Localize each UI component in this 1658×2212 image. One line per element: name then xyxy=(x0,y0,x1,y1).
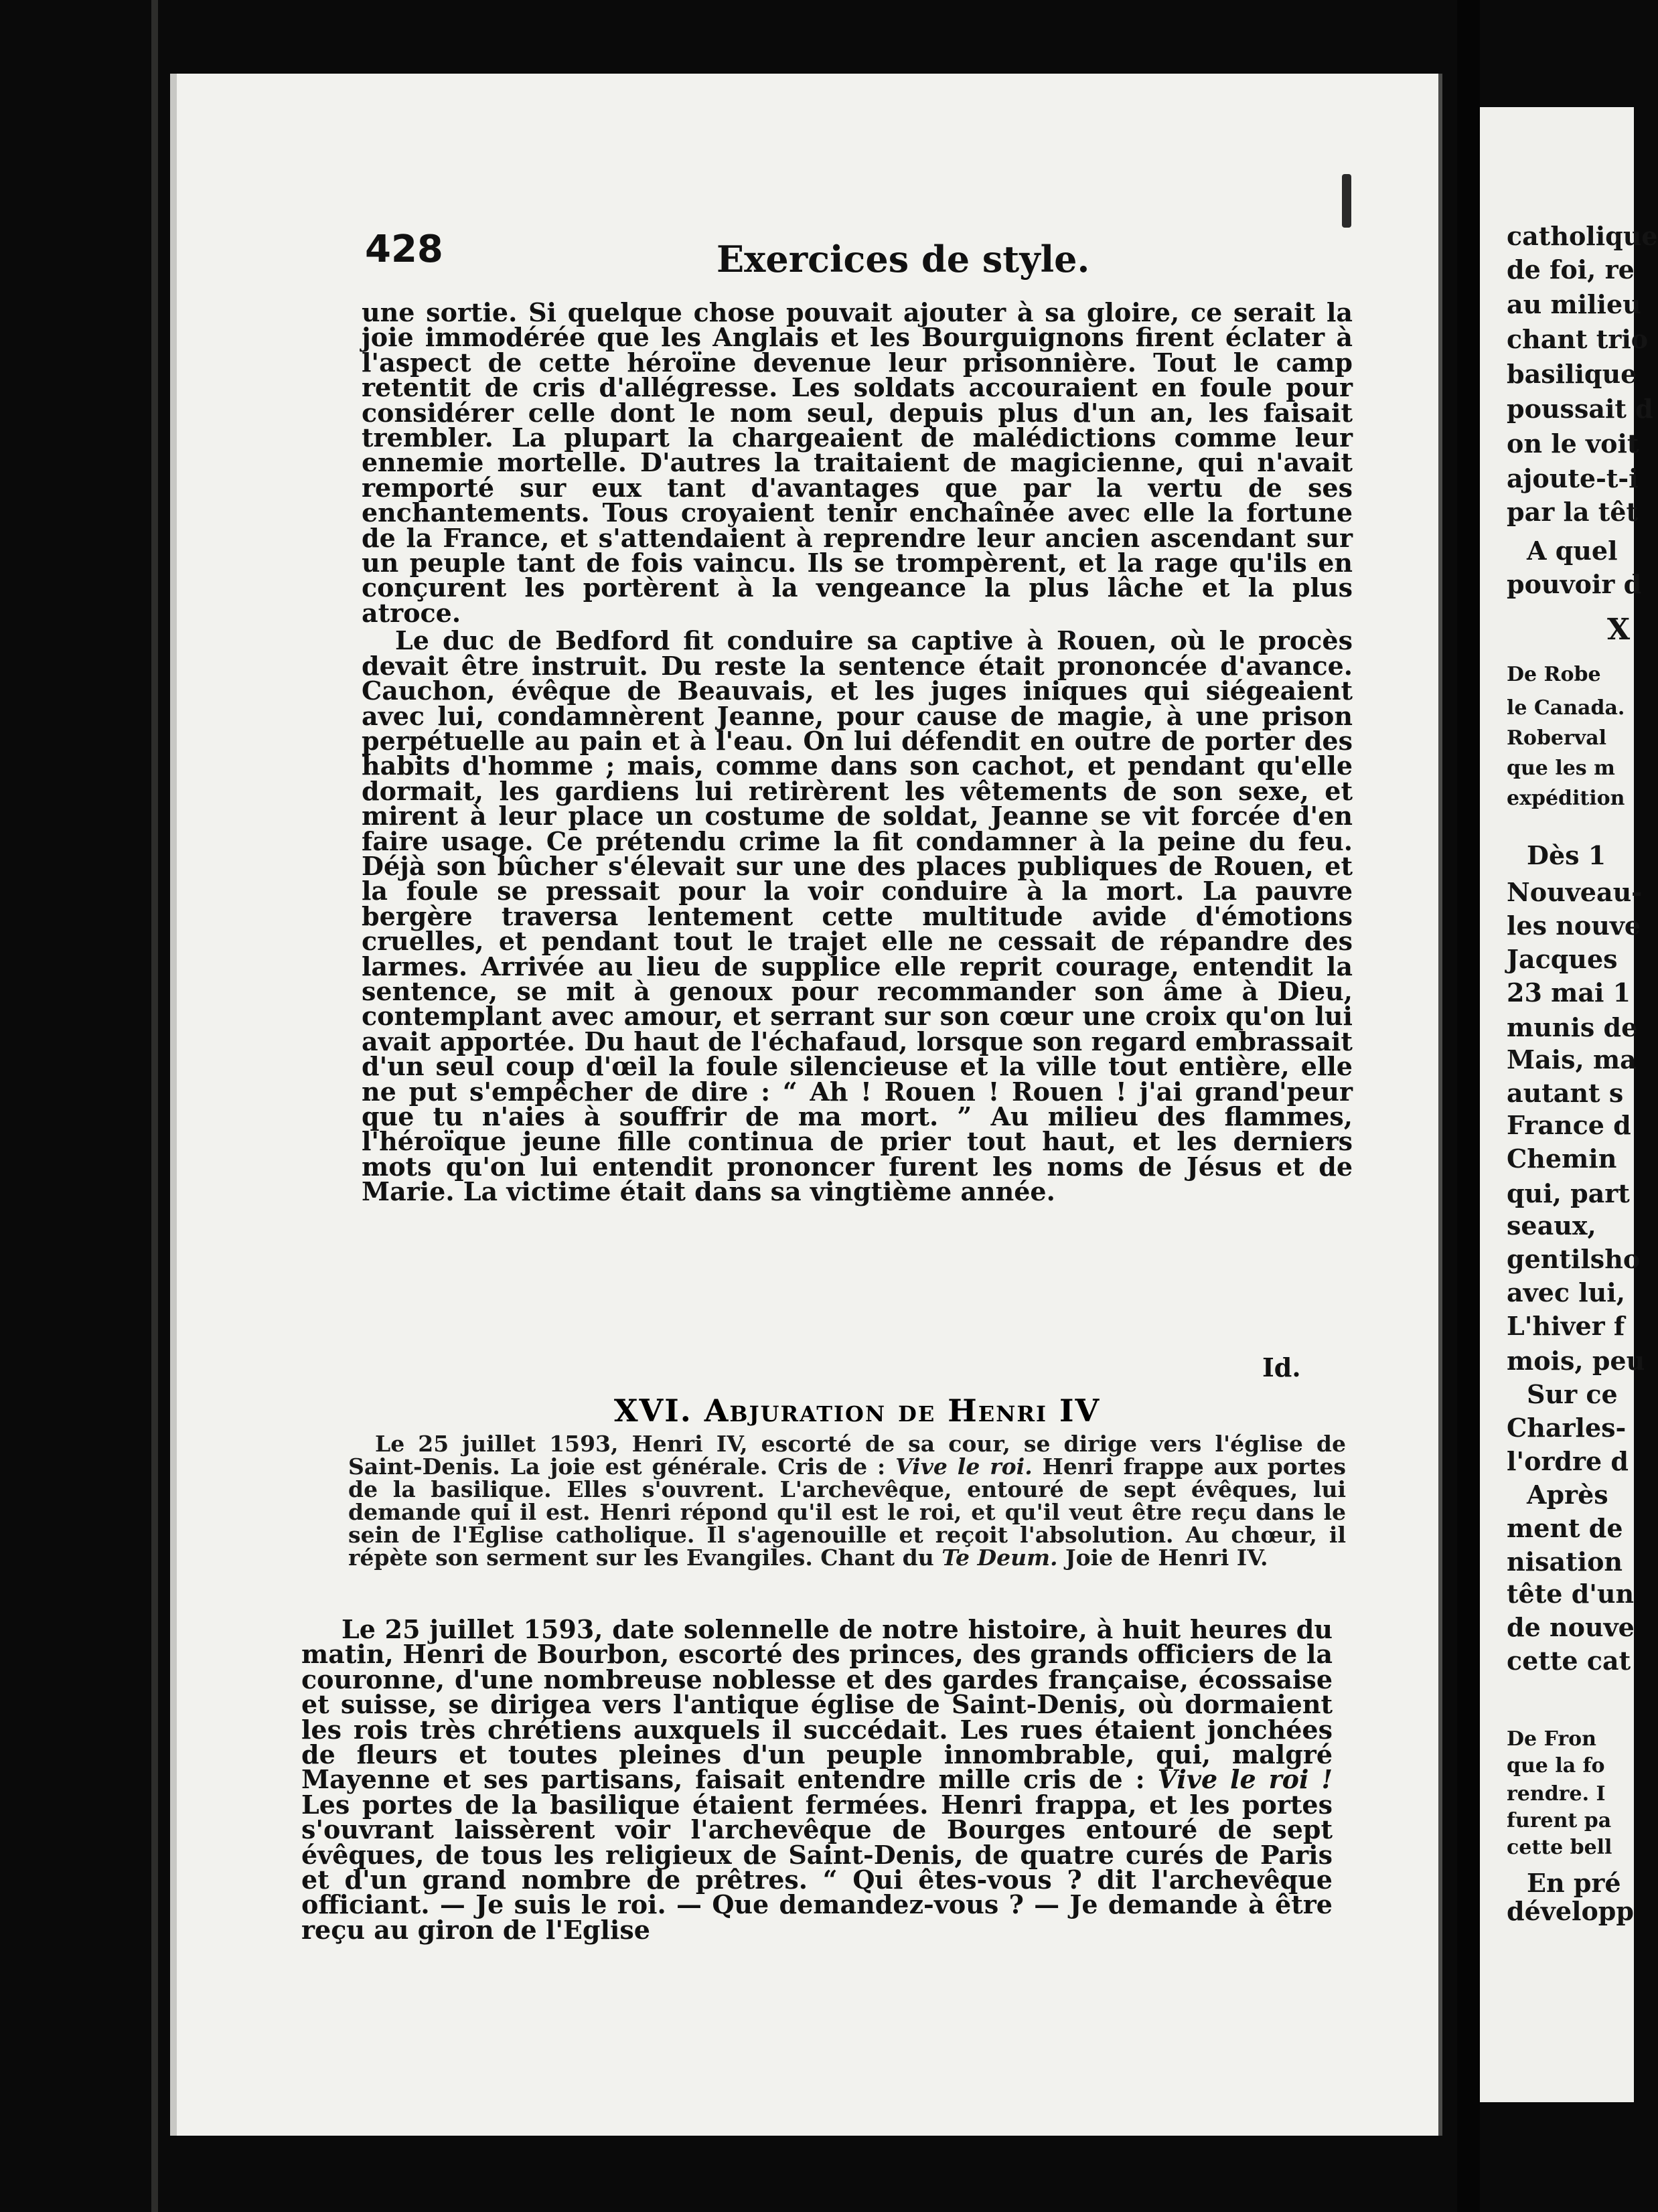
center-gutter xyxy=(1457,0,1480,2212)
adjacent-page-line: par la têt xyxy=(1507,497,1639,527)
summary-italic: Vive le roi. xyxy=(895,1453,1033,1480)
adjacent-page-line: L'hiver f xyxy=(1507,1311,1625,1341)
paragraph xyxy=(301,1614,1333,1945)
adjacent-page-line: En pré xyxy=(1527,1868,1621,1898)
adjacent-page-line: ment de xyxy=(1507,1513,1623,1543)
main-text xyxy=(362,297,1353,1207)
summary-text: Le 25 juillet 1593, Henri IV, escorté de sa cour, se dirige vers l'église de Saint-Denis. La joie est générale. Cris de : xyxy=(348,1431,1346,1480)
adjacent-page-line: Sur ce xyxy=(1527,1379,1618,1409)
adjacent-page-line: l'ordre d xyxy=(1507,1446,1629,1476)
left-gutter xyxy=(151,0,158,2212)
adjacent-page-line: de foi, re xyxy=(1507,254,1635,285)
adjacent-page-line: munis de xyxy=(1507,1012,1638,1042)
adjacent-page-line: basilique xyxy=(1507,359,1637,389)
adjacent-page-line: A quel xyxy=(1527,536,1618,566)
adjacent-page-line: gentilsho xyxy=(1507,1244,1641,1274)
adjacent-page-line: autant s xyxy=(1507,1078,1624,1108)
adjacent-page-line: tête d'un xyxy=(1507,1579,1635,1609)
adjacent-page-line: avec lui, xyxy=(1507,1277,1625,1308)
adjacent-page-line: 23 mai 1 xyxy=(1507,977,1631,1008)
summary-text: Henri frappe aux portes de la basilique. Elles s'ouvrent. L'archevêque, entouré de sept évêques, lui demande qui il est. Henri répond qu'il est le roi, et qu'il veut être reçu dans le sein de l'Eglise catholique. Il s'agenouille et reçoit l'absolution. Au chœur, il répète son serment sur les Evangiles. Chant du xyxy=(348,1453,1346,1571)
adjacent-page-line: Nouveau- xyxy=(1507,877,1642,907)
adjacent-page-line: ajoute-t-i xyxy=(1507,463,1639,493)
adjacent-page-line: que la fo xyxy=(1507,1754,1605,1778)
adjacent-page-line: chant trio xyxy=(1507,324,1649,354)
adjacent-page-line: de nouve xyxy=(1507,1612,1635,1642)
summary-italic: Te Deum. xyxy=(941,1545,1058,1571)
adjacent-page-line: Après xyxy=(1527,1480,1608,1510)
print-mark xyxy=(1342,174,1351,228)
adjacent-page-line: furent pa xyxy=(1507,1809,1612,1832)
section-text xyxy=(301,1614,1333,1945)
paragraph-text: Le 25 juillet 1593, date solennelle de notre histoire, à huit heures du matin, Henri de Bourbon, escorté des princes, des grands officiers de la couronne, d'une nombreuse noblesse et des gardes française, écossaise et suisse, se dirigea vers l'antique église de Saint-Denis, où dormaient les rois très chrétiens auxquels il succédait. Les rues étaient jonchées de fleurs et toutes pleines d'un peuple innombrable, qui, malgré Mayenne et ses partisans, faisait entendre mille cris de : xyxy=(301,1614,1333,1795)
paragraph-italic: Vive le roi ! xyxy=(1157,1764,1333,1795)
adjacent-page-line: rendre. I xyxy=(1507,1782,1606,1806)
adjacent-page-line: Mais, ma xyxy=(1507,1044,1637,1075)
adjacent-page-line: cette cat xyxy=(1507,1646,1631,1676)
adjacent-page-line: au milieu xyxy=(1507,289,1641,319)
adjacent-page-line: expédition xyxy=(1507,787,1625,810)
running-head: Exercices de style. xyxy=(717,238,1090,281)
adjacent-page-line: De Fron xyxy=(1507,1727,1596,1751)
adjacent-page-line: qui, part xyxy=(1507,1178,1630,1208)
adjacent-page-line: cette bell xyxy=(1507,1836,1612,1859)
paragraph: une sortie. Si quelque chose pouvait ajouter à sa gloire, ce serait la joie immodérée que les Anglais et les Bourguignons firent éclater à l'aspect de cette héroïne devenue leur prisonnière. Tout le camp retentit de cris d'allégresse. Les soldats accouraient en foule pour considérer celle dont le nom seul, depuis plus d'un an, les faisait trembler. La plupart la chargeaient de malédictions comme leur ennemie mortelle. D'autres la traitaient de magicienne, qui n'avait remporté sur eux tant d'avantages que par la vertu de ses enchantements. Tous croyaient tenir enchaînée avec elle la fortune de la France, et s'attendaient à reprendre leur ancien ascendant sur un peuple tant de fois vaincu. Ils se trompèrent, et la rage qu'ils en conçurent les portèrent à la vengeance la plus lâche et la plus atroce. xyxy=(362,297,1353,628)
adjacent-page-line: De Robe xyxy=(1507,663,1601,686)
summary-text: Joie de Henri IV. xyxy=(1057,1545,1268,1571)
adjacent-page-line: X xyxy=(1607,613,1631,647)
paragraph: Le duc de Bedford fit conduire sa captive à Rouen, où le procès devait être instruit. Du reste la sentence était prononcée d'avance. Cauchon, évêque de Beauvais, et les juges iniques qui siégeaient avec lui, condamnèrent Jeanne, pour cause de magie, à une prison perpétuelle au pain et à l'eau. On lui défendit en outre de porter des habits d'homme ; mais, comme dans son cachot, et pendant qu'elle dormait, les gardiens lui retirèrent les vêtements de son sexe, et mirent à leur place un costume de soldat, Jeanne se vit forcée d'en faire usage. Ce prétendu crime la fit condamner à la peine du feu. Déjà son bûcher s'élevait sur une des places publiques de Rouen, et la foule se pressait pour la voir conduire à la mort. La pauvre bergère traversa lentement cette multitude avide d'émotions cruelles, et pendant tout le trajet elle ne cessait de répandre des larmes. Arrivée au lieu de supplice elle reprit courage, entendit la sentence, se mit à genoux pour recommander son âme à Dieu, contemplant avec amour, et serrant sur son cœur une croix qu'on lui avait apportée. Du haut de l'échafaud, lorsque son regard embrassait d'un seul coup d'œil la foule silencieuse et la ville tout entière, elle ne put s'empêcher de dire : “ Ah ! Rouen ! Rouen ! j'ai grand'peur que tu n'aies à souffrir de ma mort. ” Au milieu des flammes, l'héroïque jeune fille continua de prier tout haut, et les derniers mots qu'on lui entendit prononcer furent les noms de Jésus et de Marie. La victime était dans sa vingtième année. xyxy=(362,625,1353,1207)
adjacent-page-line: Dès 1 xyxy=(1527,840,1606,870)
adjacent-page-line: nisation xyxy=(1507,1547,1623,1577)
section-title: XVI. Abjuration de Henri IV xyxy=(613,1393,1101,1429)
paragraph-text: Les portes de la basilique étaient fermées. Henri frappa, et les portes s'ouvrant laissèrent voir l'archevêque de Bourges entouré de sept évêques, de tous les religieux de Saint-Denis, de quatre curés de Paris et d'un grand nombre de prêtres. “ Qui êtes-vous ? dit l'archevêque officiant. — Je suis le roi. — Que demandez-vous ? — Je demande à être reçu au giron de l'Eglise xyxy=(301,1789,1333,1945)
adjacent-page-line: le Canada. xyxy=(1507,696,1625,720)
section-summary xyxy=(348,1433,1346,1569)
page-number: 428 xyxy=(365,228,443,271)
adjacent-page-line: les nouve xyxy=(1507,911,1641,941)
adjacent-page-line: catholique xyxy=(1507,221,1658,251)
adjacent-page-line: France d xyxy=(1507,1110,1631,1140)
adjacent-page-line: développ xyxy=(1507,1896,1634,1926)
adjacent-page-line: mois, peu xyxy=(1507,1346,1645,1376)
adjacent-page-line: Charles- xyxy=(1507,1413,1627,1443)
adjacent-page-line: que les m xyxy=(1507,757,1615,780)
adjacent-page-line: on le voit xyxy=(1507,428,1639,459)
adjacent-page-line: seaux, xyxy=(1507,1210,1596,1241)
adjacent-page-line: poussait d xyxy=(1507,394,1653,424)
adjacent-page-line: Roberval xyxy=(1507,726,1607,750)
adjacent-page-line: Chemin xyxy=(1507,1143,1617,1174)
adjacent-page xyxy=(1480,107,1658,2102)
signature: Id. xyxy=(1262,1352,1301,1382)
adjacent-page-line: pouvoir d xyxy=(1507,569,1642,599)
adjacent-page-line: Jacques xyxy=(1507,944,1618,974)
